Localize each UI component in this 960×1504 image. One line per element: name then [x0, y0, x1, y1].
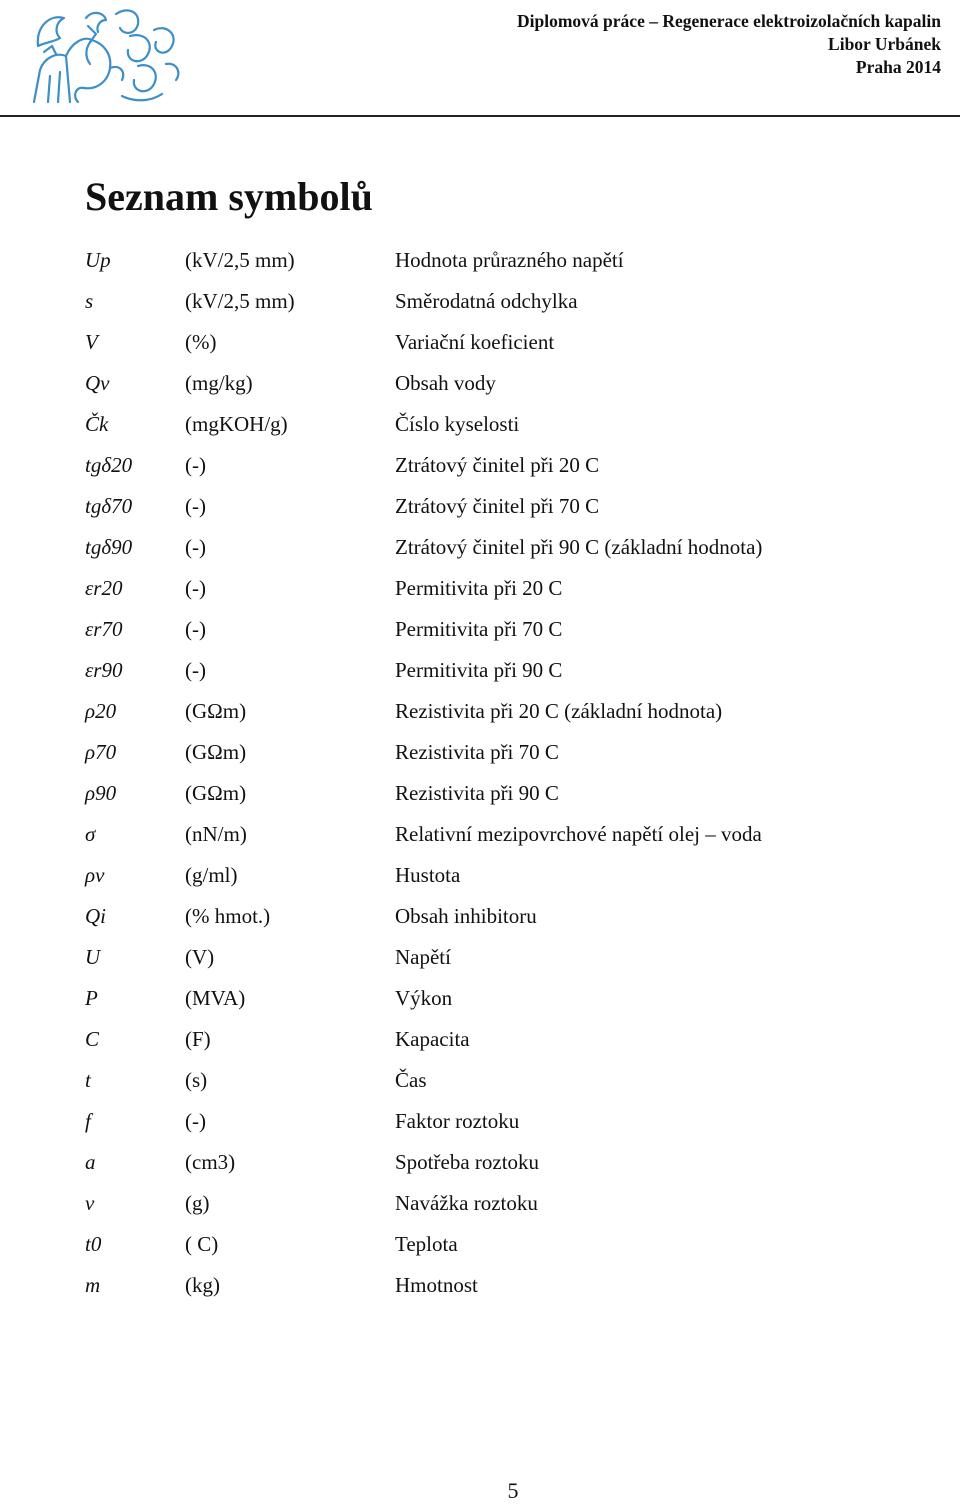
description-cell: Ztrátový činitel při 70 C	[395, 494, 600, 518]
symbol-row	[85, 1142, 945, 1183]
header-thesis-title: Diplomová práce – Regenerace elektroizolačních kapalin	[517, 11, 941, 31]
unit-cell: (-)	[185, 494, 206, 518]
description-cell: Rezistivita při 70 C	[395, 740, 559, 764]
symbol-row	[85, 896, 945, 937]
unit-cell: (%)	[185, 330, 217, 354]
unit-cell: (kg)	[185, 1273, 220, 1297]
unit-cell: (-)	[185, 576, 206, 600]
description-cell: Ztrátový činitel při 20 C	[395, 453, 600, 477]
description-cell: Navážka roztoku	[395, 1191, 538, 1215]
unit-cell: (mg/kg)	[185, 371, 253, 395]
symbol-row	[85, 568, 945, 609]
header-info	[517, 10, 941, 79]
symbol-row	[85, 978, 945, 1019]
symbol-row	[85, 281, 945, 322]
description-cell: Teplota	[395, 1232, 458, 1256]
page-number: 5	[507, 1478, 519, 1503]
symbol-row	[85, 240, 945, 281]
symbol-cell: ρv	[85, 863, 105, 887]
symbol-cell: t0	[85, 1232, 102, 1256]
description-cell: Permitivita při 90 C	[395, 658, 563, 682]
description-cell: Relativní mezipovrchové napětí olej – voda	[395, 822, 762, 846]
description-cell: Obsah inhibitoru	[395, 904, 537, 928]
unit-cell: (V)	[185, 945, 215, 969]
unit-cell: (MVA)	[185, 986, 246, 1010]
symbol-row	[85, 650, 945, 691]
symbol-row	[85, 363, 945, 404]
symbol-cell: V	[85, 330, 98, 354]
description-cell: Ztrátový činitel při 90 C (základní hodnota)	[395, 535, 763, 559]
symbol-row	[85, 937, 945, 978]
symbol-cell: f	[85, 1109, 91, 1133]
unit-cell: (-)	[185, 535, 206, 559]
description-cell: Faktor roztoku	[395, 1109, 520, 1133]
unit-cell: (% hmot.)	[185, 904, 271, 928]
symbol-row	[85, 773, 945, 814]
header-divider	[0, 115, 960, 117]
unit-cell: (-)	[185, 617, 206, 641]
symbol-row	[85, 691, 945, 732]
symbol-cell: εr70	[85, 617, 123, 641]
unit-cell: (kV/2,5 mm)	[185, 248, 295, 272]
symbol-cell: Qi	[85, 904, 106, 928]
description-cell: Variační koeficient	[395, 330, 555, 354]
symbol-row	[85, 404, 945, 445]
unit-cell: (cm3)	[185, 1150, 236, 1174]
symbol-row	[85, 609, 945, 650]
symbol-row	[85, 855, 945, 896]
unit-cell: (g)	[185, 1191, 210, 1215]
symbol-row	[85, 732, 945, 773]
description-cell: Hodnota průrazného napětí	[395, 248, 624, 272]
symbol-cell: Up	[85, 248, 111, 272]
unit-cell: (kV/2,5 mm)	[185, 289, 295, 313]
unit-cell: (-)	[185, 658, 206, 682]
ctu-lion-logo-icon	[26, 6, 186, 108]
symbol-list	[85, 240, 945, 1306]
description-cell: Napětí	[395, 945, 451, 969]
symbol-cell: σ	[85, 822, 96, 846]
symbol-row	[85, 1019, 945, 1060]
symbol-row	[85, 445, 945, 486]
description-cell: Rezistivita při 90 C	[395, 781, 559, 805]
symbol-row	[85, 1060, 945, 1101]
unit-cell: (GΩm)	[185, 699, 247, 723]
description-cell: Čas	[395, 1068, 427, 1092]
symbol-row	[85, 1265, 945, 1306]
symbol-cell: m	[85, 1273, 101, 1297]
symbol-row	[85, 1224, 945, 1265]
symbol-cell: P	[85, 986, 98, 1010]
symbol-row	[85, 1183, 945, 1224]
unit-cell: (F)	[185, 1027, 211, 1051]
symbol-cell: εr20	[85, 576, 123, 600]
symbol-cell: Čk	[85, 412, 109, 436]
symbol-row	[85, 486, 945, 527]
description-cell: Výkon	[395, 986, 453, 1010]
unit-cell: (-)	[185, 1109, 206, 1133]
symbol-row	[85, 1101, 945, 1142]
symbol-row	[85, 814, 945, 855]
unit-cell: (g/ml)	[185, 863, 238, 887]
description-cell: Hustota	[395, 863, 461, 887]
symbol-cell: C	[85, 1027, 100, 1051]
description-cell: Permitivita při 20 C	[395, 576, 563, 600]
symbol-cell: Qv	[85, 371, 110, 395]
page-title: Seznam symbolů	[85, 174, 373, 219]
symbol-row	[85, 527, 945, 568]
description-cell: Permitivita při 70 C	[395, 617, 563, 641]
unit-cell: (mgKOH/g)	[185, 412, 288, 436]
symbol-cell: tgδ20	[85, 453, 133, 477]
symbol-cell: a	[85, 1150, 96, 1174]
symbol-cell: U	[85, 945, 101, 969]
symbol-row	[85, 322, 945, 363]
description-cell: Rezistivita při 20 C (základní hodnota)	[395, 699, 723, 723]
description-cell: Směrodatná odchylka	[395, 289, 578, 313]
unit-cell: ( C)	[185, 1232, 219, 1256]
description-cell: Kapacita	[395, 1027, 470, 1051]
description-cell: Číslo kyselosti	[395, 412, 520, 436]
unit-cell: (s)	[185, 1068, 208, 1092]
unit-cell: (GΩm)	[185, 781, 247, 805]
header-author: Libor Urbánek	[828, 34, 941, 54]
unit-cell: (-)	[185, 453, 206, 477]
description-cell: Spotřeba roztoku	[395, 1150, 540, 1174]
description-cell: Hmotnost	[395, 1273, 478, 1297]
symbol-cell: s	[85, 289, 94, 313]
symbol-cell: v	[85, 1191, 95, 1215]
symbol-cell: εr90	[85, 658, 123, 682]
symbol-cell: ρ90	[85, 781, 117, 805]
symbol-cell: tgδ90	[85, 535, 133, 559]
symbol-cell: ρ70	[85, 740, 117, 764]
symbol-cell: ρ20	[85, 699, 117, 723]
unit-cell: (nN/m)	[185, 822, 247, 846]
unit-cell: (GΩm)	[185, 740, 247, 764]
symbol-cell: t	[85, 1068, 91, 1092]
symbol-cell: tgδ70	[85, 494, 133, 518]
header-place-year: Praha 2014	[855, 57, 941, 77]
description-cell: Obsah vody	[395, 371, 496, 395]
